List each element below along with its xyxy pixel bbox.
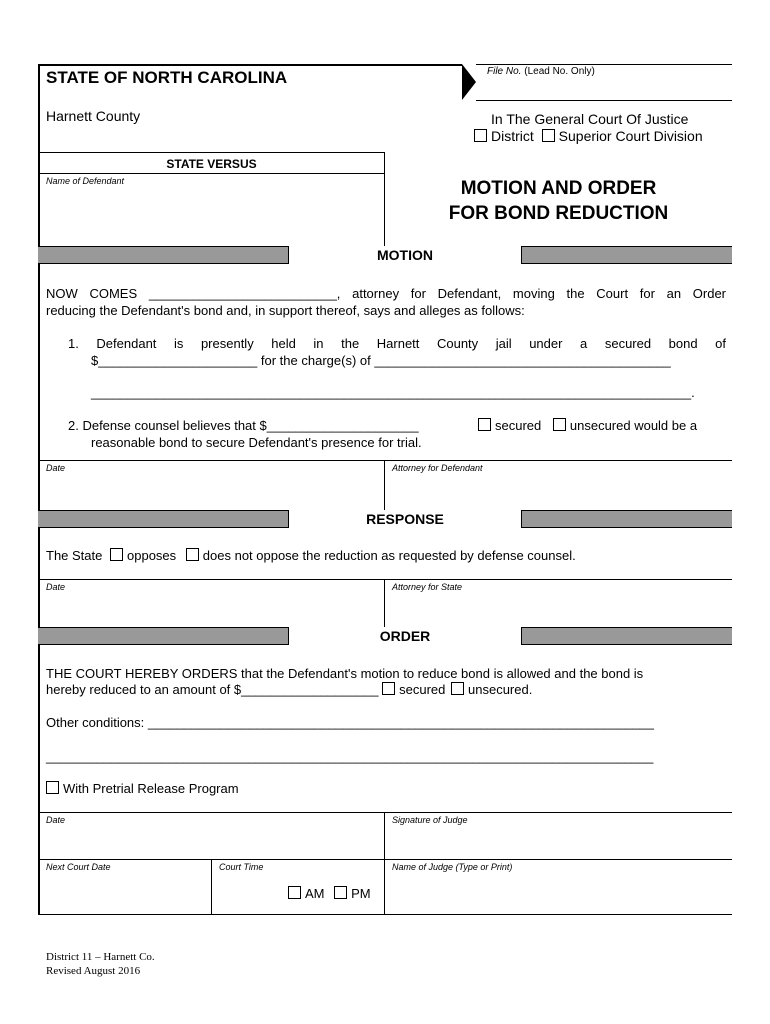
opposes-checkbox[interactable] (110, 548, 123, 561)
motion-item1-line1: 1. Defendant is presently held in the Harnett County jail under a secured bond of (68, 336, 726, 351)
order-heading: ORDER (288, 627, 522, 645)
court-division-options (474, 128, 703, 144)
district-label: District (491, 128, 534, 144)
order-secured-label: secured (399, 682, 446, 697)
response-attorney-label: Attorney for State (392, 582, 463, 592)
motion-item2-text: 2. Defense counsel believes that $_____________________ (68, 418, 419, 433)
motion-signature-top (38, 460, 732, 461)
court-time-divider (211, 859, 212, 915)
file-no-field[interactable] (476, 64, 732, 100)
pretrial-checkbox[interactable] (46, 781, 59, 794)
defendant-name-field[interactable] (40, 188, 380, 242)
response-date-label: Date (46, 582, 66, 592)
response-state-text: The State (46, 548, 103, 563)
order-secured-checkbox[interactable] (382, 682, 395, 695)
pretrial-label: With Pretrial Release Program (63, 781, 239, 796)
state-title: STATE OF NORTH CAROLINA (46, 68, 288, 87)
caption-top-border (38, 152, 385, 153)
response-line (46, 548, 576, 563)
judge-name-label: Name of Judge (Type or Print) (392, 862, 513, 872)
arrow-icon (462, 64, 476, 100)
court-name: In The General Court Of Justice (491, 111, 689, 127)
order-line1: THE COURT HEREBY ORDERS that the Defendant's motion to reduce bond is allowed and the bond is (46, 666, 644, 681)
motion-item2-options (478, 418, 697, 433)
form-title: MOTION AND ORDER FOR BOND REDUCTION (448, 178, 669, 224)
order-line2 (46, 682, 532, 697)
motion-attorney-label: Attorney for Defendant (392, 463, 483, 473)
court-time-label: Court Time (219, 862, 264, 872)
order-unsecured-label: unsecured. (468, 682, 533, 697)
order-unsecured-checkbox[interactable] (451, 682, 464, 695)
order-amount-text: hereby reduced to an amount of $___________________ (46, 682, 379, 697)
response-heading: RESPONSE (288, 510, 522, 528)
defendant-label: Name of Defendant (46, 176, 125, 186)
motion-heading: MOTION (288, 246, 522, 264)
am-checkbox[interactable] (288, 886, 301, 899)
response-signature-top (38, 579, 732, 580)
opposes-label: opposes (127, 548, 177, 563)
response-signature-divider (384, 579, 385, 627)
order-section-bar (38, 627, 732, 645)
superior-checkbox[interactable] (542, 129, 555, 142)
footer (46, 950, 155, 978)
item2-secured-label: secured (495, 418, 542, 433)
motion-para-line2: reducing the Defendant's bond and, in support thereof, says and alleges as follows: (46, 303, 525, 318)
judge-signature-label: Signature of Judge (392, 815, 468, 825)
not-oppose-checkbox[interactable] (186, 548, 199, 561)
bottom-border (38, 914, 732, 915)
am-pm-options (288, 886, 371, 901)
other-conditions-line2: ____________________________________________________________________________________ (46, 749, 654, 764)
motion-item2-line2: reasonable bond to secure Defendant's presence for trial. (91, 435, 422, 450)
superior-label: Superior Court Division (558, 128, 703, 144)
next-court-row-top (38, 859, 732, 860)
response-section-bar (38, 510, 732, 528)
pretrial-option (46, 781, 239, 796)
file-no-label: File No. (Lead No. Only) (487, 66, 595, 77)
motion-para-line1: NOW COMES __________________________, attorney for Defendant, moving the Court for an Order (46, 286, 726, 301)
state-versus-line (38, 173, 385, 174)
other-conditions: Other conditions: ______________________________________________________________________ (46, 715, 654, 730)
footer-revised: Revised August 2016 (46, 965, 141, 977)
motion-date-label: Date (46, 463, 66, 473)
district-checkbox[interactable] (474, 129, 487, 142)
am-label: AM (305, 886, 325, 901)
not-oppose-label: does not oppose the reduction as requested by defense counsel. (202, 548, 576, 563)
county-name: Harnett County (46, 108, 141, 124)
pm-label: PM (351, 886, 371, 901)
file-no-bottom-border (476, 100, 732, 101)
motion-item1-line2: $______________________ for the charge(s) of _________________________________________ (91, 353, 671, 368)
item2-unsecured-checkbox[interactable] (553, 418, 566, 431)
item2-unsecured-label: unsecured would be a (569, 418, 698, 433)
motion-item1-line3: ___________________________________________________________________________________. (91, 385, 695, 400)
top-border (38, 64, 462, 66)
order-signature-divider (384, 812, 385, 915)
order-date-label: Date (46, 815, 66, 825)
order-signature-top (38, 812, 732, 813)
item2-secured-checkbox[interactable] (478, 418, 491, 431)
motion-signature-divider (384, 460, 385, 510)
state-versus: STATE VERSUS (166, 157, 257, 171)
footer-district: District 11 – Harnett Co. (46, 951, 155, 963)
next-court-date-label: Next Court Date (46, 862, 111, 872)
pm-checkbox[interactable] (334, 886, 347, 899)
motion-section-bar (38, 246, 732, 264)
